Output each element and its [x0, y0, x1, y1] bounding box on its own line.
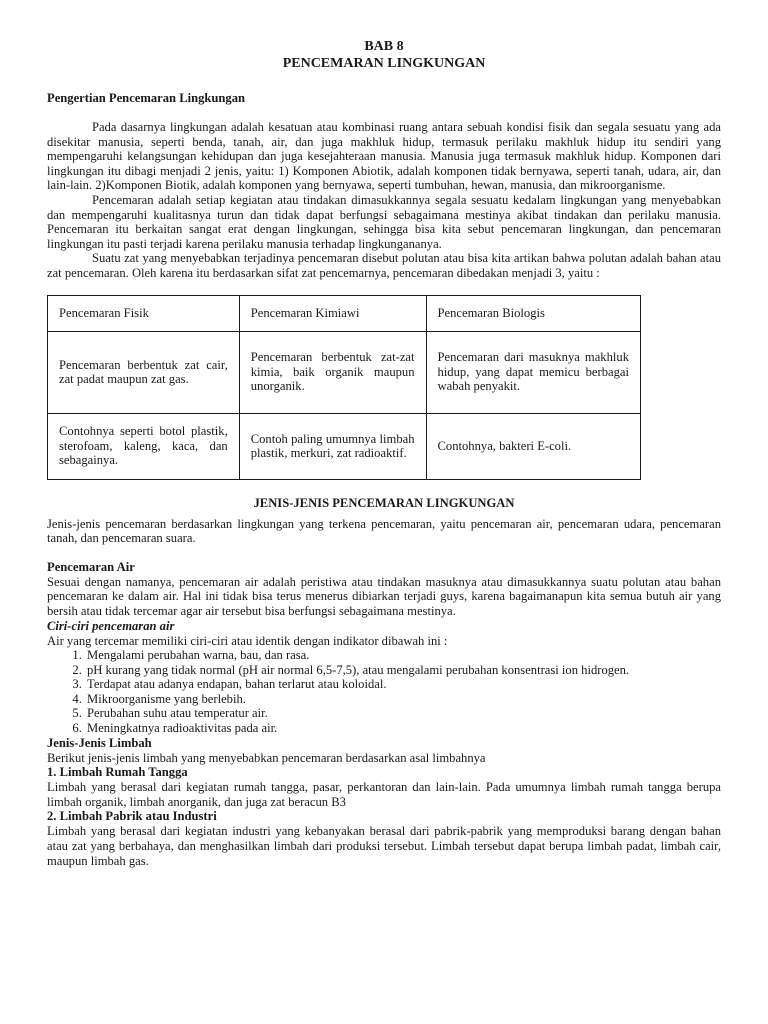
- paragraph-jenis: Jenis-jenis pencemaran berdasarkan lingkungan yang terkena pencemaran, yaitu pencemaran air, pencemaran udara, pencemaran tanah, dan pencemaran suara.: [47, 516, 721, 546]
- table-cell: Contohnya seperti botol plastik, sterofoam, kaleng, kaca, dan sebagainya.: [48, 413, 240, 479]
- section-title-jenis: JENIS-JENIS PENCEMARAN LINGKUNGAN: [253, 495, 515, 510]
- table-cell: Pencemaran berbentuk zat cair, zat padat maupun zat gas.: [48, 331, 240, 413]
- ciri-intro: Air yang tercemar memiliki ciri-ciri atau identik dengan indikator dibawah ini :: [47, 633, 448, 648]
- chapter-title: PENCEMARAN LINGKUNGAN: [282, 56, 486, 71]
- paragraph-air: Sesuai dengan namanya, pencemaran air adalah peristiwa atau tindakan masuknya atau dimasukkannya suatu polutan atau bahan pencemaran ke dalam air. Hal ini tidak bisa terus menerus dibiarkan terjadi guys, karena bagaimanapun kita semua butuh air yang bersih atau tidak tercemar agar air tersebut bisa berfungsi sebagaimana mestinya.: [47, 574, 721, 618]
- limbah-intro: Berikut jenis-jenis limbah yang menyebabkan pencemaran berdasarkan asal limbahnya: [47, 750, 486, 765]
- table-header-cell: Pencemaran Biologis: [426, 295, 640, 331]
- document-page: [47, 38, 721, 868]
- table-header-row: [48, 295, 641, 331]
- list-item: 3. Terdapat atau adanya endapan, bahan terlarut atau koloidal.: [85, 677, 721, 692]
- table-row: [48, 331, 641, 413]
- table-header-cell: Pencemaran Kimiawi: [239, 295, 426, 331]
- list-item: 5. Perubahan suhu atau temperatur air.: [85, 706, 721, 721]
- list-item: 2. pH kurang yang tidak normal (pH air normal 6,5-7,5), atau mengalami perubahan konsentrasi ion hidrogen.: [85, 663, 721, 678]
- table-row: [48, 413, 641, 479]
- list-item: 6. Meningkatnya radioaktivitas pada air.: [85, 721, 721, 736]
- limbah-rumah-tangga-title: 1. Limbah Rumah Tangga: [47, 765, 188, 780]
- table-cell: Pencemaran dari masuknya makhluk hidup, yang dapat memicu berbagai wabah penyakit.: [426, 331, 640, 413]
- paragraph-pencemaran: Pencemaran adalah setiap kegiatan atau tindakan dimasukkannya segala sesuatu kedalam lingkungan yang menyebabkan dan mempengaruhi kualitasnya turun dan tidak dapat berfungsi sebagaimana mestinya akibat tindakan dan perilaku manusia. Pencemaran itu berkaitan sangat erat dengan lingkungan, sehingga bisa kita sebut pencemaran lingkungan, dan pencemaran lingkungan itu pasti terjadi karena perilaku manusia terhadap lingkungananya.: [47, 192, 721, 251]
- pollution-types-table: [47, 295, 641, 480]
- limbah-rumah-tangga-text: Limbah yang berasal dari kegiatan rumah tangga, pasar, perkantoran dan lain-lain. Pada umumnya limbah rumah tangga berupa limbah organik, limbah anorganik, dan juga zat beracun B3: [47, 780, 721, 809]
- ciri-list: [47, 648, 721, 736]
- limbah-industri-text: Limbah yang berasal dari kegiatan industri yang kebanyakan berasal dari pabrik-pabrik yang memproduksi barang dengan bahan atau zat yang berbahaya, dan menghasilkan limbah dari produksi tersebut. Limbah tersebut dapat berupa limbah padat, limbah cair, maupun limbah gas.: [47, 824, 721, 868]
- limbah-industri-title: 2. Limbah Pabrik atau Industri: [47, 809, 217, 824]
- table-cell: Pencemaran berbentuk zat-zat kimia, baik organik maupun unorganik.: [239, 331, 426, 413]
- chapter-number: BAB 8: [364, 39, 404, 54]
- subheading-ciri: Ciri-ciri pencemaran air: [47, 618, 175, 633]
- list-item: 4. Mikroorganisme yang berlebih.: [85, 692, 721, 707]
- paragraph-lingkungan: Pada dasarnya lingkungan adalah kesatuan atau kombinasi ruang antara sebuah kondisi fisik dan segala sesuatu yang ada disekitar manusia, seperti benda, tanah, air, dan juga makhluk hidup, termasuk perilaku makhluk hidup itu sendiri yang mempengaruhi kelangsungan kehidupan dan juga kesejahteraan manusia. Manusia juga termasuk makhluk hidup. Komponen dari lingkungan itu dibagi menjadi 2 jenis, yaitu: 1) Komponen Abiotik, adalah komponen tidak bernyawa, seperti tanah, udara, air, dan lain-lain. 2)Komponen Biotik, adalah komponen yang bernyawa, seperti tumbuhan, hewan, manusia, dan mikroorganisme.: [47, 120, 721, 193]
- section-heading-limbah: Jenis-Jenis Limbah: [47, 735, 152, 750]
- table-cell: Contohnya, bakteri E-coli.: [426, 413, 640, 479]
- section-heading-pengertian: Pengertian Pencemaran Lingkungan: [47, 91, 246, 105]
- list-item: 1. Mengalami perubahan warna, bau, dan rasa.: [85, 648, 721, 663]
- paragraph-polutan: Suatu zat yang menyebabkan terjadinya pencemaran disebut polutan atau bisa kita artikan bahwa polutan adalah bahan atau zat pencemaran. Oleh karena itu berdasarkan sifat zat pencemarnya, pencemaran dibedakan menjadi 3, yaitu :: [47, 251, 721, 280]
- section-heading-air: Pencemaran Air: [47, 559, 135, 574]
- table-header-cell: Pencemaran Fisik: [48, 295, 240, 331]
- table-cell: Contoh paling umumnya limbah plastik, merkuri, zat radioaktif.: [239, 413, 426, 479]
